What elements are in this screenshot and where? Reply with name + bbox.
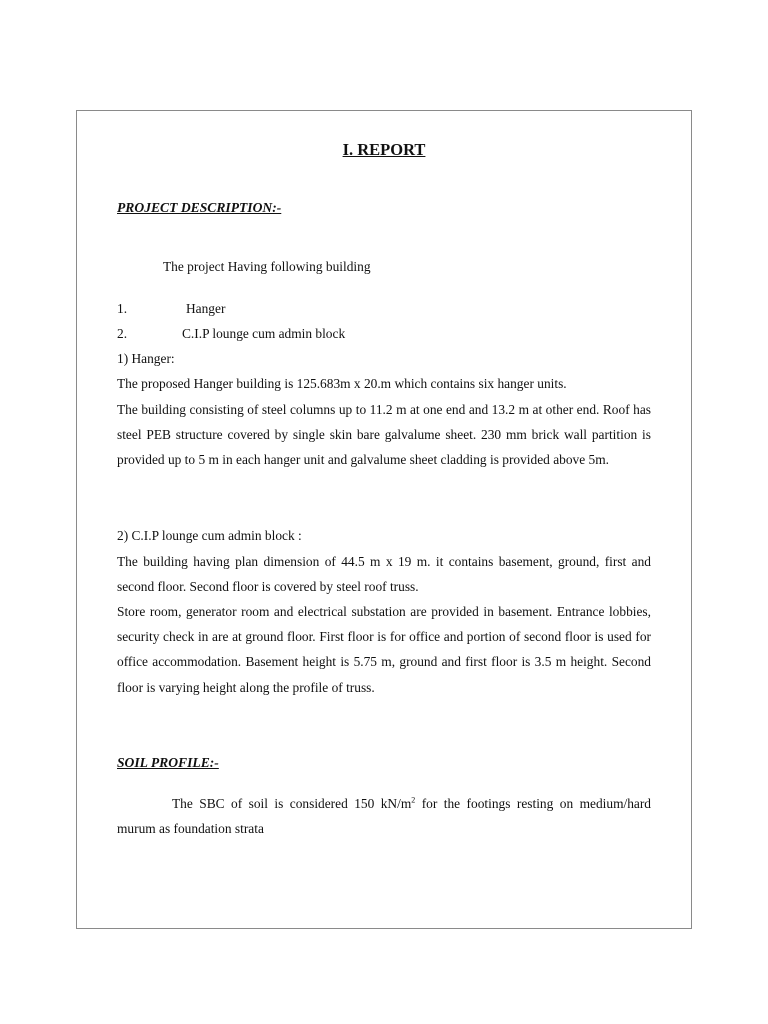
hanger-paragraph-1: The proposed Hanger building is 125.683m x 20.m which contains six hanger units. — [117, 376, 567, 391]
project-description-heading: PROJECT DESCRIPTION:- — [117, 200, 282, 215]
list-item-2-text: C.I.P lounge cum admin block — [182, 326, 346, 341]
list-item-2-number: 2. — [117, 326, 128, 341]
list-item-1-number: 1. — [117, 301, 128, 316]
cip-paragraph-2: Store room, generator room and electrical substation are provided in basement. Entrance lobbies, security check in are at ground floor. First floor is for office and portion of second floor is used for office accommodation. Basement height is 5.75 m, ground and first floor is 3.5 m height. Second floor is varying height along the profile of truss. — [117, 604, 651, 695]
soil-paragraph-text-start: The SBC of soil is considered 150 kN/m — [172, 796, 412, 811]
cip-heading: 2) C.I.P lounge cum admin block : — [117, 528, 302, 543]
hanger-paragraph-2: The building consisting of steel columns up to 11.2 m at one end and 13.2 m at other end. Roof has steel PEB structure covered by single skin bare galvalume sheet. 230 mm brick wall partition is provided up to 5 m in each hanger unit and galvalume sheet cladding is provided above 5m. — [117, 402, 651, 468]
hanger-heading: 1) Hanger: — [117, 351, 175, 366]
soil-profile-heading: SOIL PROFILE:- — [117, 755, 219, 770]
report-title: I. REPORT — [342, 140, 426, 159]
soil-paragraph — [117, 791, 651, 841]
cip-paragraph-1: The building having plan dimension of 44.5 m x 19 m. it contains basement, ground, first and second floor. Second floor is covered by steel roof truss. — [117, 554, 651, 595]
list-item-1-text: Hanger — [186, 301, 226, 316]
soil-unit-superscript: 2 — [411, 795, 416, 805]
intro-line: The project Having following building — [163, 259, 371, 274]
soil-paragraph-text-end: for the footings resting on medium/hard murum as foundation strata — [117, 796, 651, 837]
